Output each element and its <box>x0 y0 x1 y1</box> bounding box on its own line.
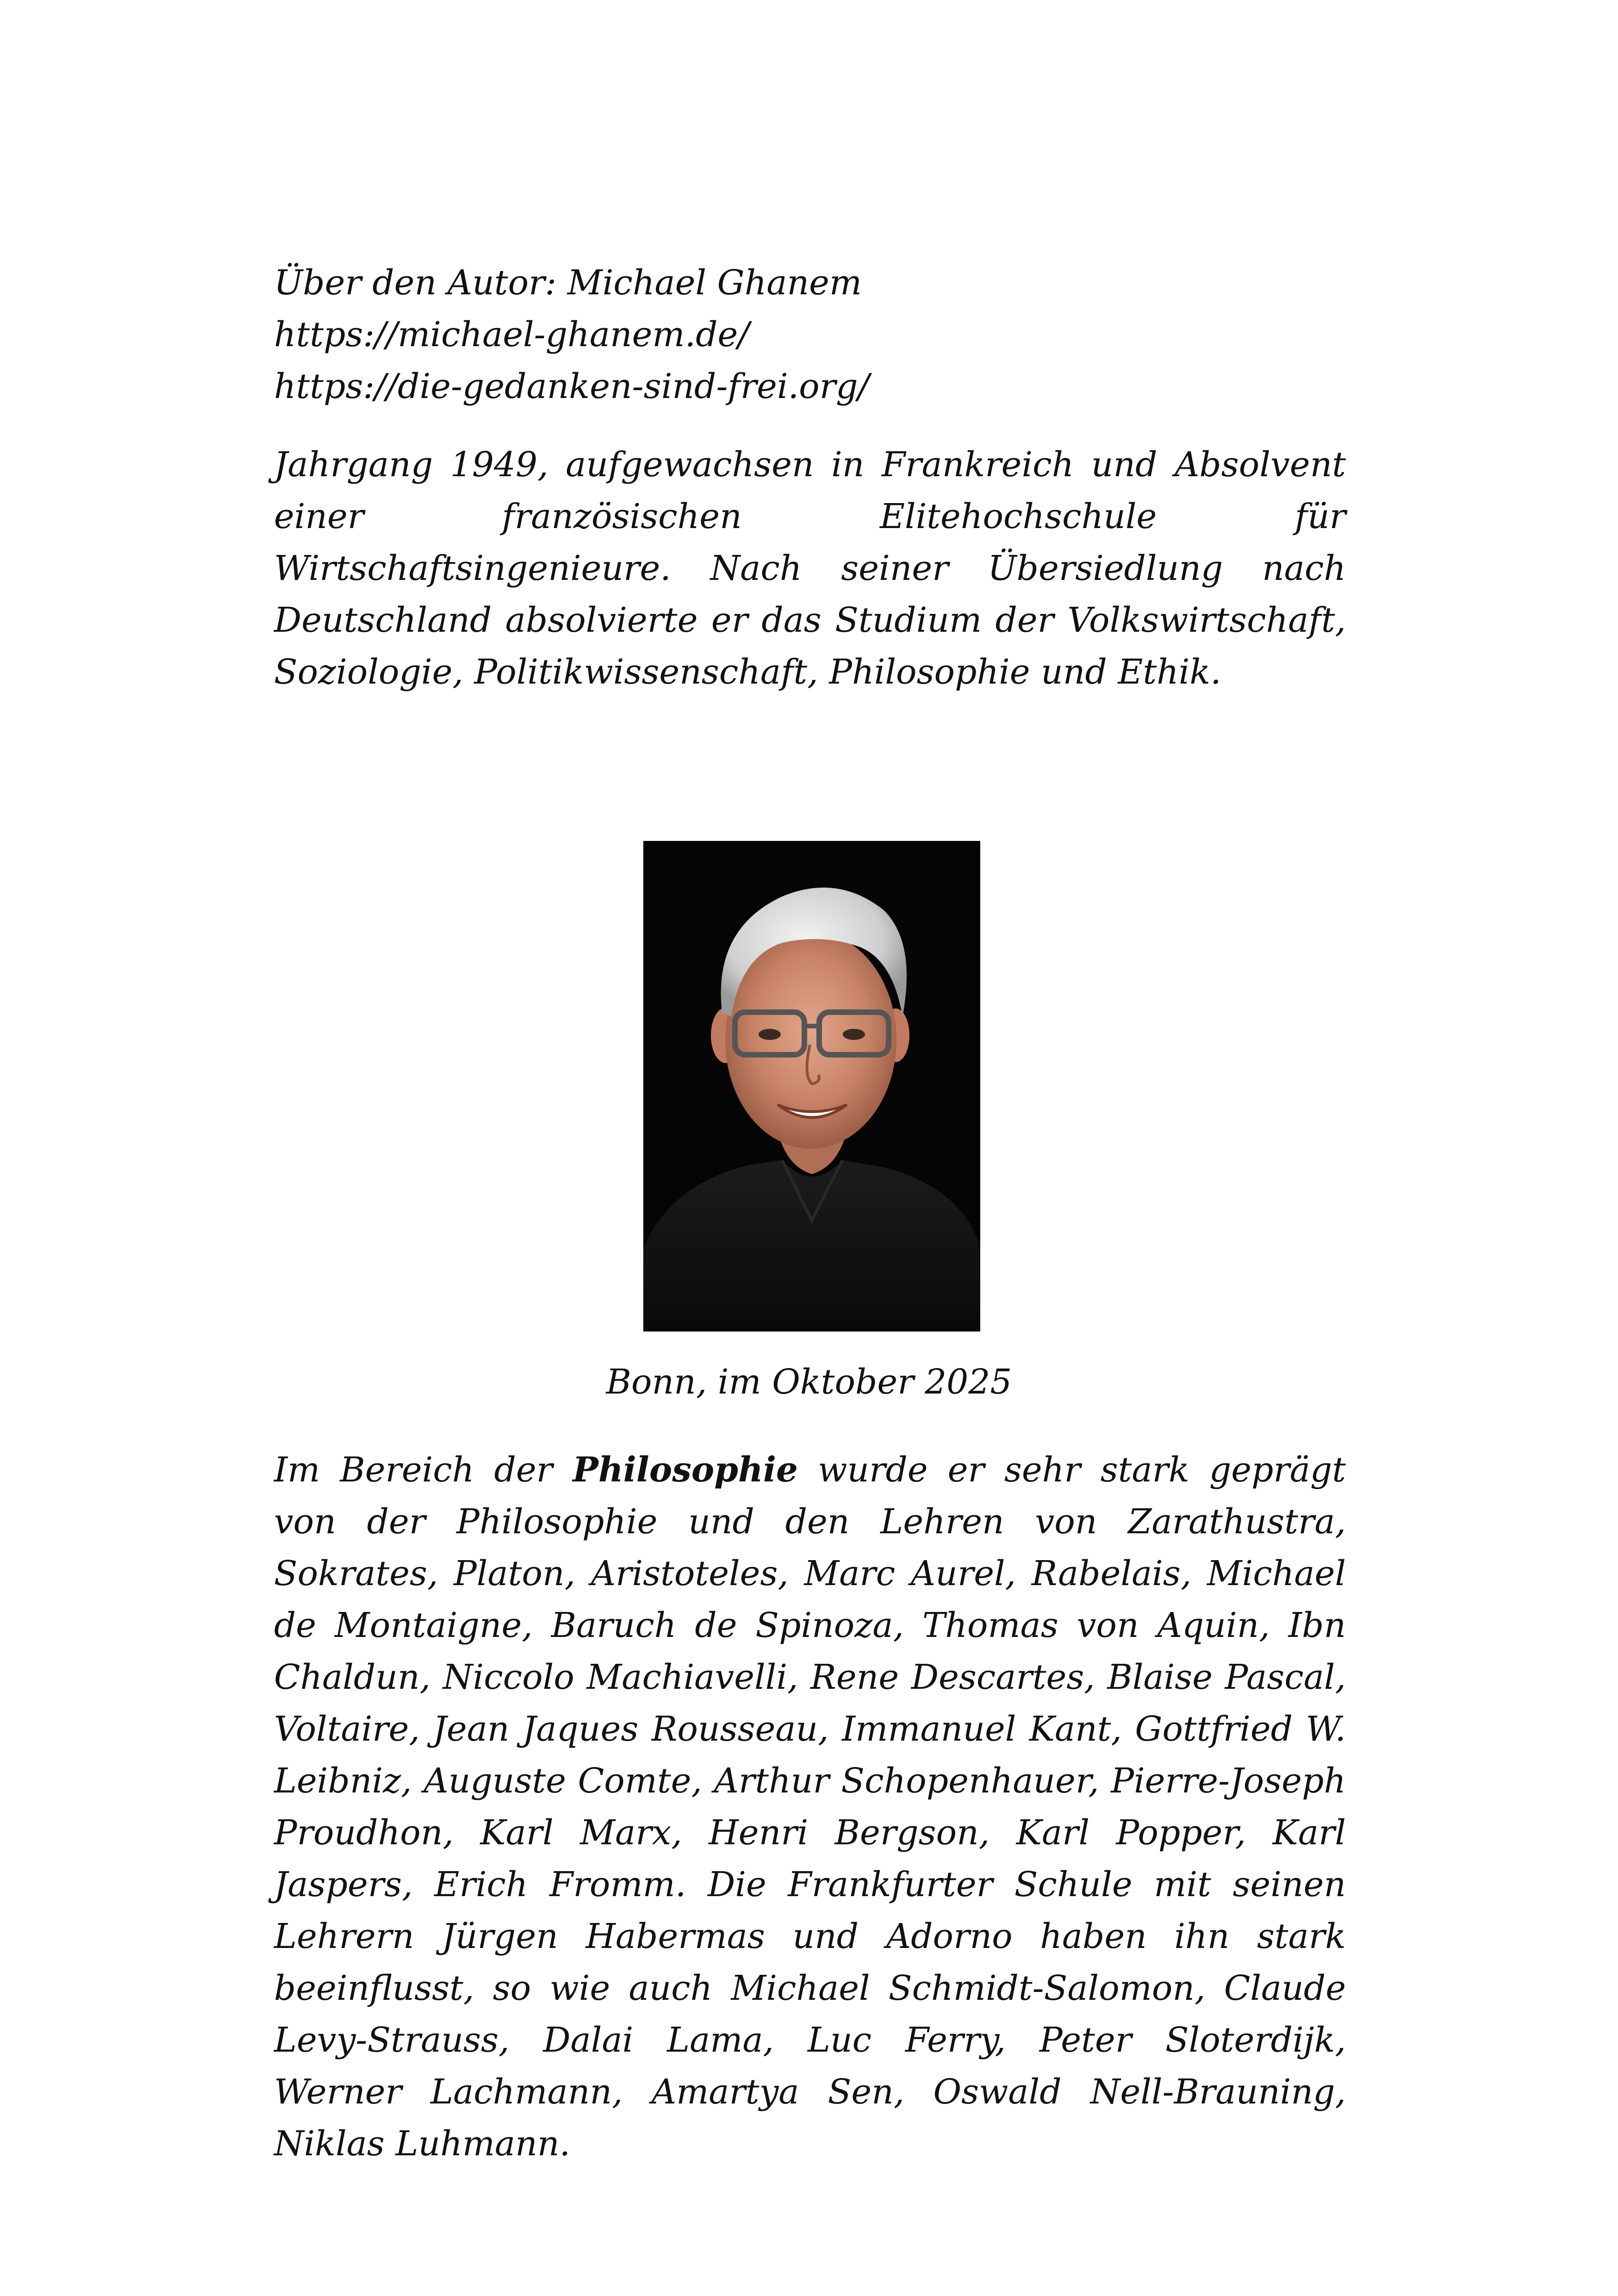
philosophy-text: wurde er sehr stark geprägt von der Philosophie und den Lehren von Zarathustra, Sokrates, Platon, Aristoteles, Marc Aurel, Rabelais, Michael de Montaigne, Baruch de Spinoza, Thomas von Aquin, Ibn Chaldun, Niccolo Machiavelli, Rene Descartes, Blaise Pascal, Voltaire, Jean Jaques Rousseau, Immanuel Kant, Gottfried W. Leibniz, Auguste Comte, Arthur Schopenhauer, Pierre-Joseph Proudhon, Karl Marx, Henri Bergson, Karl Popper, Karl Jaspers, Erich Fromm. Die Frankfurter Schule mit seinen Lehrern Jürgen Habermas und Adorno haben ihn stark beeinflusst, so wie auch Michael Schmidt-Salomon, Claude Levy-Strauss, Dalai Lama, Luc Ferry, Peter Sloterdijk, Werner Lachmann, Amartya Sen, Oswald Nell-Brauning, Niklas Luhmann. <box>274 1450 1346 2164</box>
philosophy-paragraph <box>274 1444 1346 2170</box>
photo-caption: Bonn, im Oktober 2025 <box>606 1362 1012 1402</box>
author-header <box>274 257 1346 412</box>
philosophy-intro: Im Bereich der <box>274 1450 573 1490</box>
author-title: Über den Autor: Michael Ghanem <box>274 263 862 303</box>
author-blog-link[interactable]: https://die-gedanken-sind-frei.org/ <box>274 367 870 406</box>
author-photo <box>643 841 980 1332</box>
author-bio: Jahrgang 1949, aufgewachsen in Frankreich und Absolvent einer französischen Elitehochschule für Wirtschaftsingenieure. Nach seiner Übersiedlung nach Deutschland absolvierte er das Studium der Volkswirtschaft, Soziologie, Politikwissenschaft, Philosophie und Ethik. <box>274 445 1346 692</box>
philosophy-keyword: Philosophie <box>573 1450 798 1490</box>
author-portrait-image <box>643 841 980 1332</box>
author-website-link[interactable]: https://michael-ghanem.de/ <box>274 315 750 355</box>
